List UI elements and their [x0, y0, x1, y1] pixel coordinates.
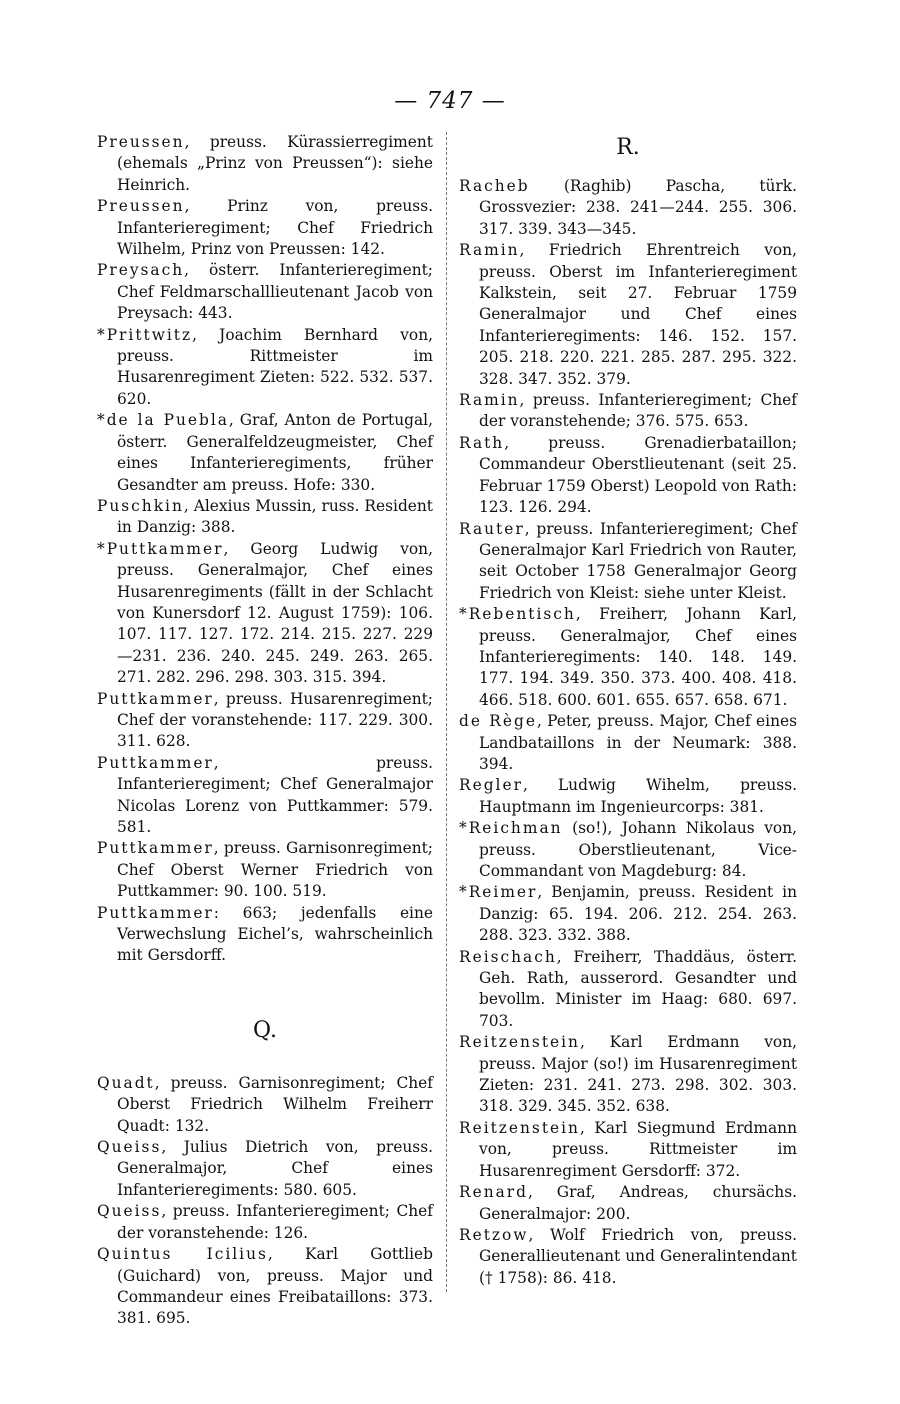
entry-text: , preuss. Infanterieregiment; Chef der voranstehende: 126. — [117, 1202, 433, 1242]
index-entry — [97, 1201, 433, 1244]
entry-text: , Karl Gottlieb (Guichard) von, preuss. Major und Commandeur eines Freibataillons: 373. 381. 695. — [117, 1245, 434, 1328]
index-entry — [97, 410, 433, 496]
index-entry — [459, 947, 797, 1033]
left-column — [97, 132, 433, 1330]
entry-text: , preuss. Grenadierbataillon; Commandeur Oberstlieutenant (seit 25. Februar 1759 Oberst) Leopold von Rath: 123. 126. 294. — [479, 433, 798, 517]
index-entry — [459, 390, 797, 433]
entry-headword: Preussen — [97, 133, 185, 151]
entry-headword: Queiss — [97, 1138, 162, 1157]
index-entry — [459, 1032, 797, 1118]
entry-headword: Rath — [459, 433, 505, 452]
entry-text: , Freiherr, Thaddäus, österr. Geh. Rath, ausserord. Gesandter und bevollm. Minister im Haag: 680. 697. 703. — [479, 947, 797, 1030]
entry-text: , preuss. Infanterieregiment; Chef Generalmajor Karl Friedrich von Rauter, seit October 1758 Generalmajor Georg Friedrich von Kleist: siehe unter Kleist. — [479, 519, 797, 602]
entry-headword: Preussen — [97, 197, 185, 216]
entries-p — [97, 132, 433, 967]
index-entry — [97, 325, 433, 411]
entry-text: : 663; jedenfalls eine Verwechslung Eichel’s, wahrscheinlich mit Gersdorff. — [117, 903, 433, 965]
entry-headword: Puttkammer — [97, 903, 214, 922]
index-entry — [459, 1182, 797, 1225]
entry-headword: Retzow — [459, 1225, 529, 1244]
entry-text: (so!), Johann Nikolaus von, preuss. Oberstlieutenant, Vice-Commandant von Magdeburg: 84. — [479, 819, 797, 880]
entry-headword: Puttkammer — [97, 689, 214, 708]
index-entry — [97, 539, 433, 689]
entry-headword: de Rège — [459, 712, 537, 731]
entry-headword: *Prittwitz — [97, 325, 193, 344]
entry-headword: Quadt — [97, 1073, 155, 1092]
entry-text: , Joachim Bernhard von, preuss. Rittmeister im Husarenregiment Zieten: 522. 532. 537. 620. — [117, 325, 433, 408]
index-entry — [97, 903, 433, 967]
index-entry — [459, 240, 797, 390]
index-entry — [459, 882, 797, 946]
entry-text: , Graf, Anton de Portugal, österr. Generalfeldzeugmeister, Chef eines Infanterieregiments, früher Gesandter am preuss. Hofe: 330. — [117, 411, 433, 494]
entry-text: , preuss. Garnisonregiment; Chef Oberst Werner Friedrich von Puttkammer: 90. 100. 519. — [117, 839, 433, 901]
entries-q — [97, 1073, 433, 1330]
entry-headword: *Rebentisch — [459, 605, 576, 624]
entry-headword: *de la Puebla — [97, 411, 229, 430]
page-number: — 747 — — [394, 88, 506, 114]
entries-r — [459, 176, 797, 1289]
entry-headword: Puttkammer — [97, 839, 214, 858]
entry-text: , Alexius Mussin, russ. Resident in Danzig: 388. — [117, 496, 433, 537]
index-entry — [459, 176, 797, 240]
entry-text: , Prinz von, preuss. Infanterieregiment; Chef Friedrich Wilhelm, Prinz von Preussen: 142. — [117, 197, 433, 259]
index-entry — [459, 519, 797, 605]
entry-text: , Freiherr, Johann Karl, preuss. Generalmajor, Chef eines Infanterieregiments: 140. 148. 149. 177. 194. 349. 350. 373. 400. 408. 418. 466. 518. 600. 601. 655. 657. 658. 671. — [479, 605, 797, 709]
index-entry — [459, 433, 797, 519]
index-entry — [97, 753, 433, 839]
entry-headword: *Reimer — [459, 883, 538, 902]
entry-text: , preuss. Infanterieregiment; Chef Generalmajor Nicolas Lorenz von Puttkammer: 579. 581. — [117, 753, 433, 836]
section-letter-q: Q. — [253, 1017, 277, 1043]
entry-headword: Ramin — [459, 241, 520, 260]
entry-text: , preuss. Infanterieregiment; Chef der voranstehende; 376. 575. 653. — [479, 391, 797, 431]
entry-text: , Karl Siegmund Erdmann von, preuss. Rittmeister im Husarenregiment Gersdorff: 372. — [479, 1118, 797, 1180]
entry-headword: Reitzenstein — [459, 1033, 580, 1052]
entry-headword: Regler — [459, 776, 523, 795]
index-entry — [97, 1073, 433, 1137]
index-entry — [97, 689, 433, 753]
index-entry — [459, 775, 797, 818]
entry-headword: Renard — [459, 1183, 528, 1202]
entry-text: (Raghib) Pascha, türk. Grossvezier: 238. 241—244. 255. 306. 317. 339. 343—345. — [479, 177, 797, 238]
index-entry — [97, 496, 433, 539]
index-entry — [97, 838, 433, 902]
index-entry — [459, 604, 797, 711]
entry-text: , preuss. Kürassierregiment (ehemals „Prinz von Preussen“): siehe Heinrich. — [117, 133, 433, 194]
entry-text: , preuss. Husarenregiment; Chef der voranstehende: 117. 229. 300. 311. 628. — [117, 689, 433, 751]
entry-headword: Preysach — [97, 261, 185, 280]
column-divider — [446, 132, 447, 1292]
entry-text: , preuss. Garnisonregiment; Chef Oberst Friedrich Wilhelm Freiherr Quadt: 132. — [117, 1073, 433, 1135]
entry-text: , Peter, preuss. Major, Chef eines Landbataillons in der Neumark: 388. 394. — [479, 712, 797, 773]
section-letter-r: R. — [616, 135, 640, 160]
entry-headword: Reischach — [459, 947, 557, 966]
entry-text: , Karl Erdmann von, preuss. Major (so!) im Husarenregiment Zieten: 231. 241. 273. 298. 302. 303. 318. 329. 345. 352. 638. — [479, 1033, 797, 1116]
entry-text: , Wolf Friedrich von, preuss. Generallieutenant und Generalintendant († 1758): 86. 418. — [479, 1225, 797, 1287]
entry-text: , Benjamin, preuss. Resident in Danzig: 65. 194. 206. 212. 254. 263. 288. 323. 332. 388. — [479, 883, 797, 945]
entry-text: , Graf, Andreas, chursächs. Generalmajor: 200. — [479, 1183, 797, 1223]
entry-headword: Racheb — [459, 177, 530, 195]
entry-headword: Reitzenstein — [459, 1118, 580, 1137]
index-entry — [459, 1118, 797, 1182]
entry-headword: Quintus Icilius — [97, 1245, 268, 1264]
entry-headword: Ramin — [459, 391, 520, 410]
entry-text: , Friedrich Ehrentreich von, preuss. Oberst im Infanterieregiment Kalkstein, seit 27. Februar 1759 Generalmajor und Chef eines Infanterieregiments: 146. 152. 157. 205. 218. 220. 221. 285. 287. 295. 322. 328. 347. 352. 379. — [479, 241, 797, 388]
entry-text: , Georg Ludwig von, preuss. Generalmajor, Chef eines Husarenregiments (fällt in der Schlacht von Kunersdorf 12. August 1759): 106. 107. 117. 127. 172. 214. 215. 227. 229—231. 236. 240. 245. 249. 263. 265. 271. 282. 296. 298. 303. 315. 394. — [117, 539, 433, 687]
index-entry — [97, 132, 433, 196]
index-entry — [97, 260, 433, 324]
entry-headword: *Puttkammer — [97, 539, 224, 558]
entry-text: , Ludwig Wihelm, preuss. Hauptmann im Ingenieurcorps: 381. — [479, 776, 797, 816]
entry-text: , österr. Infanterieregiment; Chef Feldmarschalllieutenant Jacob von Preysach: 443. — [117, 261, 433, 323]
entry-headword: Rauter — [459, 519, 525, 538]
entry-headword: *Reichman — [459, 819, 563, 838]
index-entry — [97, 1137, 433, 1201]
index-entry — [459, 818, 797, 882]
index-entry — [459, 1225, 797, 1289]
entry-text: , Julius Dietrich von, preuss. Generalmajor, Chef eines Infanterieregiments: 580. 605. — [117, 1138, 433, 1199]
entry-headword: Puttkammer — [97, 753, 214, 772]
index-entry — [459, 711, 797, 775]
entry-headword: Puschkin — [97, 496, 184, 515]
index-entry — [97, 196, 433, 260]
right-column — [459, 132, 797, 1289]
index-entry — [97, 1244, 433, 1330]
entry-headword: Queiss — [97, 1202, 162, 1221]
